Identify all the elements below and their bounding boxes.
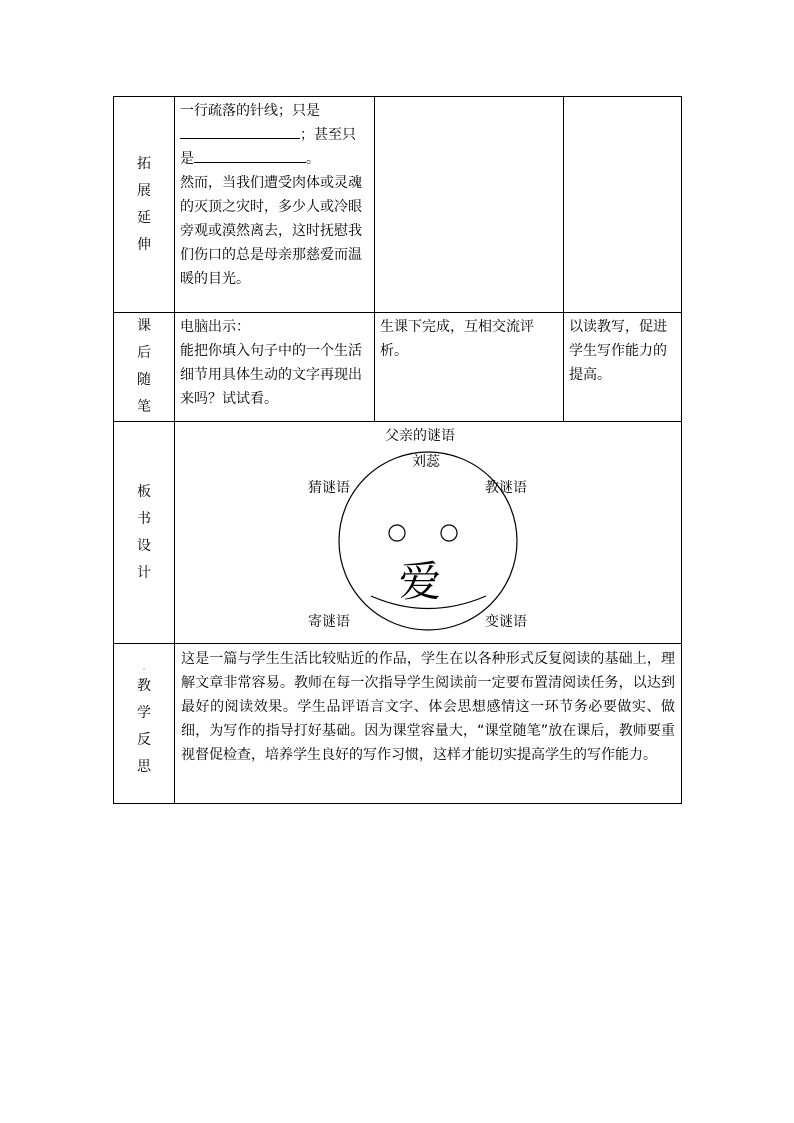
extension-content (175, 97, 375, 313)
extension-line-3: 是 。 (180, 147, 369, 171)
extension-line-2: ；甚至只 (180, 123, 369, 147)
board-title: 父亲的谜语 (385, 428, 455, 444)
right-eye (441, 525, 457, 541)
row-label-board-design: 板书设计 (114, 422, 175, 644)
reflection-text: 这是一篇与学生生活比较贴近的作品，学生在以各种形式反复阅读的基础上，理解文章非常容易。教师在每一次指导学生阅读前一定要布置清阅读任务，以达到最好的阅读效果。学生品评语言文字、体会思想感情这一环节务必要做实、做细，为写作的指导打好基础。因为课堂容量大，“课堂随笔”放在课后，教师要重视督促检查，培养学生良好的写作习惯，这样才能切实提高学生的写作能力。 (175, 644, 682, 804)
row-label-reflection: · 教学反思 (114, 644, 175, 804)
lesson-plan-table (113, 96, 682, 804)
row-label-after-class: 课后随笔 (114, 313, 175, 422)
row-after-class (114, 313, 682, 422)
board-label-bottom-left: 寄谜语 (308, 614, 350, 630)
extension-line-1: 一行疏落的针线；只是 (180, 103, 320, 119)
row-reflection (114, 644, 682, 804)
after-class-design-intent: 以读教写，促进学生写作能力的提高。 (564, 313, 682, 422)
row-extension (114, 97, 682, 313)
after-class-student-activity: 生课下完成，互相交流评析。 (375, 313, 564, 422)
board-design-area (175, 422, 682, 644)
board-label-top-right: 教谜语 (485, 480, 527, 496)
extension-design-intent (564, 97, 682, 313)
center-character: 爱 (398, 557, 442, 606)
computer-display-label: 电脑出示： (180, 319, 250, 335)
row-label-extension: 拓展延伸 (114, 97, 175, 313)
board-label-top-left: 猜谜语 (308, 480, 350, 496)
left-eye (389, 525, 405, 541)
smiley-face-diagram (333, 446, 523, 636)
row-board-design (114, 422, 682, 644)
after-class-question: 能把你填入句子中的一个生活细节用具体生动的文字再现出来吗？试试看。 (180, 343, 362, 407)
after-class-content (175, 313, 375, 422)
extension-student-activity (375, 97, 564, 313)
extension-paragraph: 然而，当我们遭受肉体或灵魂的灭顶之灾时，多少人或冷眼旁观或漠然离去，这时抚慰我们伤口的总是母亲那慈爱而温暖的目光。 (180, 175, 362, 287)
fill-blank-2[interactable] (194, 147, 306, 163)
board-author: 刘蕊 (412, 454, 440, 470)
fill-blank-1[interactable] (180, 123, 300, 139)
board-label-bottom-right: 变谜语 (485, 614, 527, 630)
